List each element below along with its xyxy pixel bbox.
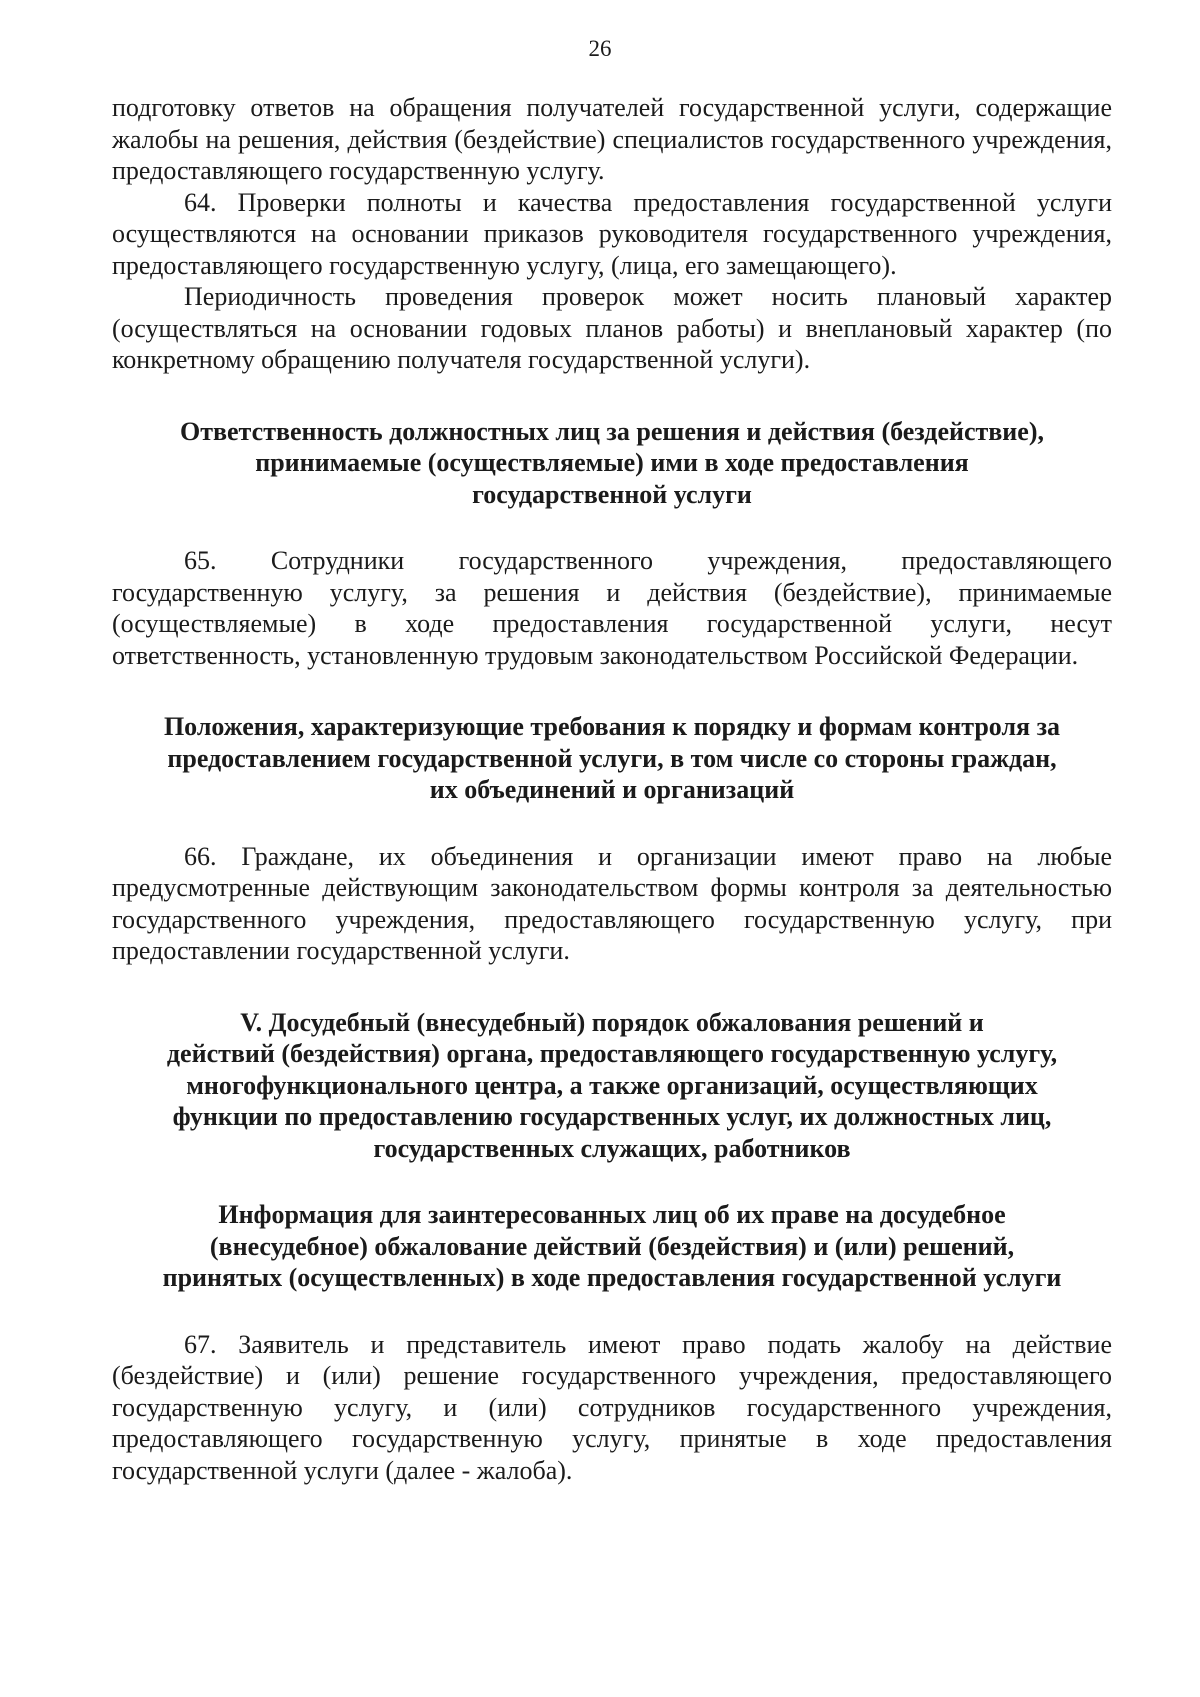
paragraph-64: 64. Проверки полноты и качества предоставления государственной услуги осуществляются на основании приказов руководителя государственного учреждения, предоставляющего государственную услугу, (лица, его замещающего).: [112, 187, 1112, 280]
paragraph-intro: подготовку ответов на обращения получателей государственной услуги, содержащие жалобы на решения, действия (бездействие) специалистов государственного учреждения, предоставляющего государственную услугу.: [112, 93, 1112, 185]
paragraph-periodicity: Периодичность проведения проверок может носить плановый характер (осуществляться на основании годовых планов работы) и внеплановый характер (по конкретному обращению получателя государственной услуги).: [112, 282, 1112, 374]
paragraph-67: 67. Заявитель и представитель имеют право подать жалобу на действие (бездействие) и (или) решение государственного учреждения, предоставляющего государственную услугу, и (или) сотрудников государственного учреждения, предоставляющего государственную услугу, принятые в ходе предоставления государственной услуги (далее - жалоба).: [112, 1329, 1112, 1485]
document-body: [112, 92, 1112, 1486]
heading-line: Информация для заинтересованных лиц об их праве на досудебное: [218, 1200, 1006, 1229]
heading-line: функции по предоставлению государственных услуг, их должностных лиц,: [172, 1102, 1052, 1131]
heading-line: государственной услуги: [472, 479, 752, 509]
heading-line: действий (бездействия) органа, предоставляющего государственную услугу,: [166, 1039, 1058, 1068]
heading-line: Положения, характеризующие требования к порядку и формам контроля за: [163, 712, 1061, 741]
paragraph-66: 66. Граждане, их объединения и организации имеют право на любые предусмотренные действующим законодательством формы контроля за деятельностью государственного учреждения, предоставляющего государственную услугу, при предоставлении государственной услуги.: [112, 841, 1112, 965]
heading-line: (внесудебное) обжалование действий (бездействия) и (или) решений,: [209, 1231, 1015, 1261]
heading-line: предоставлением государственной услуги, в том числе со стороны граждан,: [167, 743, 1057, 773]
heading-section-5: [112, 1007, 1112, 1165]
heading-line: их объединений и организаций: [429, 775, 795, 804]
heading-appeal-information: [112, 1199, 1112, 1294]
page-number: 26: [588, 36, 612, 61]
heading-line: принимаемые (осуществляемые) ими в ходе предоставления: [255, 448, 969, 477]
heading-line: государственных служащих, работников: [373, 1133, 851, 1163]
heading-line: многофункционального центра, а также организаций, осуществляющих: [186, 1070, 1038, 1100]
heading-line: Ответственность должностных лиц за решения и действия (бездействие),: [179, 416, 1044, 446]
heading-responsibility: [112, 416, 1112, 511]
heading-line: принятых (осуществленных) в ходе предоставления государственной услуги: [162, 1263, 1062, 1292]
paragraph-65: 65. Сотрудники государственного учреждения, предоставляющего государственную услугу, за решения и действия (бездействие), принимаемые (осуществляемые) в ходе предоставления государственной услуги, несут ответственность, установленную трудовым законодательством Российской Федерации.: [112, 546, 1112, 670]
heading-line: V. Досудебный (внесудебный) порядок обжалования решений и: [240, 1007, 984, 1037]
heading-control-requirements: [112, 711, 1112, 806]
